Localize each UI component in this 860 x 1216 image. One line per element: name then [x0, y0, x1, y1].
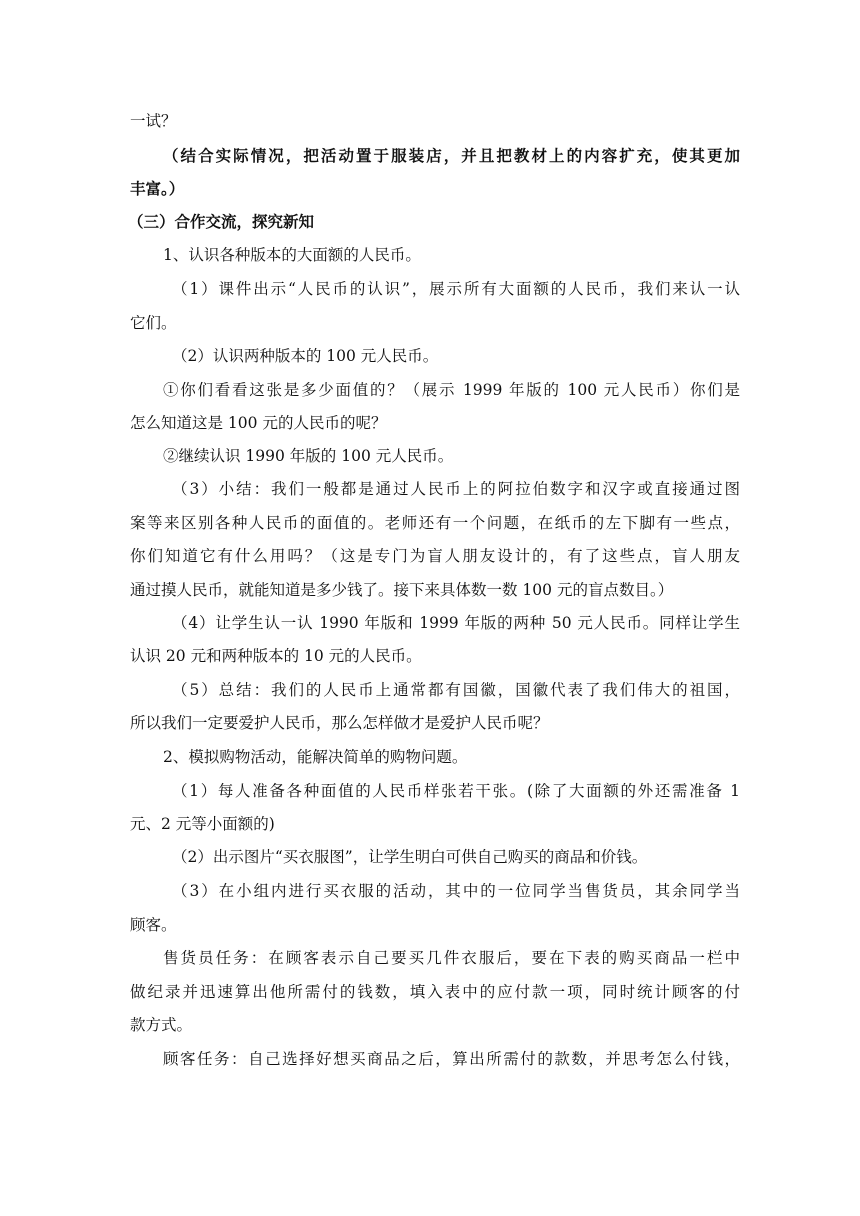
text-line: （3）在小组内进行买衣服的活动，其中的一位同学当售货员，其余同学当 [172, 882, 740, 900]
text-line: 售货员任务：在顾客表示自己要买几件衣服后，要在下表的购买商品一栏中 [163, 949, 740, 967]
text-line: 做纪录并迅速算出他所需付的钱数，填入表中的应付款一项，同时统计顾客的付 [130, 983, 740, 1001]
text-line: （4）让学生认一认 1990 年版和 1999 年版的两种 50 元人民币。同样让学生 [172, 614, 740, 632]
text-line: 元、2 元等小面额的) [130, 815, 275, 833]
text-line: 你们知道它有什么用吗？（这是专门为盲人朋友设计的，有了这些点，盲人朋友 [130, 547, 740, 565]
text-line: （2）认识两种版本的 100 元人民币。 [172, 347, 439, 365]
text-line: （结合实际情况，把活动置于服装店，并且把教材上的内容扩充，使其更加 [163, 146, 740, 165]
text-line: （2）出示图片“买衣服图”，让学生明白可供自己购买的商品和价钱。 [172, 848, 648, 866]
text-line: 它们。 [130, 314, 177, 332]
text-line: （5）总结：我们的人民币上通常都有国徽，国徽代表了我们伟大的祖国， [172, 681, 740, 699]
text-line: ①你们看看这张是多少面值的？（展示 1999 年版的 100 元人民币）你们是 [163, 381, 740, 399]
text-line: 认识 20 元和两种版本的 10 元的人民币。 [130, 647, 422, 665]
text-line: 丰富。） [130, 179, 185, 198]
section-heading: （三）合作交流，探究新知 [128, 212, 315, 231]
text-line: 2、模拟购物活动，能解决简单的购物问题。 [163, 748, 468, 766]
text-line: 怎么知道这是 100 元的人民币的呢？ [130, 414, 387, 432]
text-line: ②继续认识 1990 年版的 100 元人民币。 [163, 447, 454, 465]
text-line: （3）小结：我们一般都是通过人民币上的阿拉伯数字和汉字或直接通过图 [172, 480, 740, 498]
text-line: 所以我们一定要爱护人民币，那么怎样做才是爱护人民币呢？ [130, 714, 549, 732]
text-line: 案等来区别各种人民币的面值的。老师还有一个问题，在纸币的左下脚有一些点， [130, 514, 740, 532]
text-line: 款方式。 [130, 1016, 193, 1034]
text-line: 1、认识各种版本的大面额的人民币。 [163, 246, 421, 264]
text-line: （1）每人准备各种面值的人民币样张若干张。(除了大面额的外还需准备 1 [172, 782, 740, 800]
text-line: 顾客。 [130, 916, 177, 934]
text-line: （1）课件出示“人民币的认识”，展示所有大面额的人民币，我们来认一认 [172, 280, 740, 298]
text-line: 顾客任务：自己选择好想买商品之后，算出所需付的款数，并思考怎么付钱， [163, 1050, 740, 1068]
text-line: 一试？ [130, 112, 177, 130]
text-line: 通过摸人民币，就能知道是多少钱了。接下来具体数一数 100 元的盲点数目。） [130, 581, 674, 599]
